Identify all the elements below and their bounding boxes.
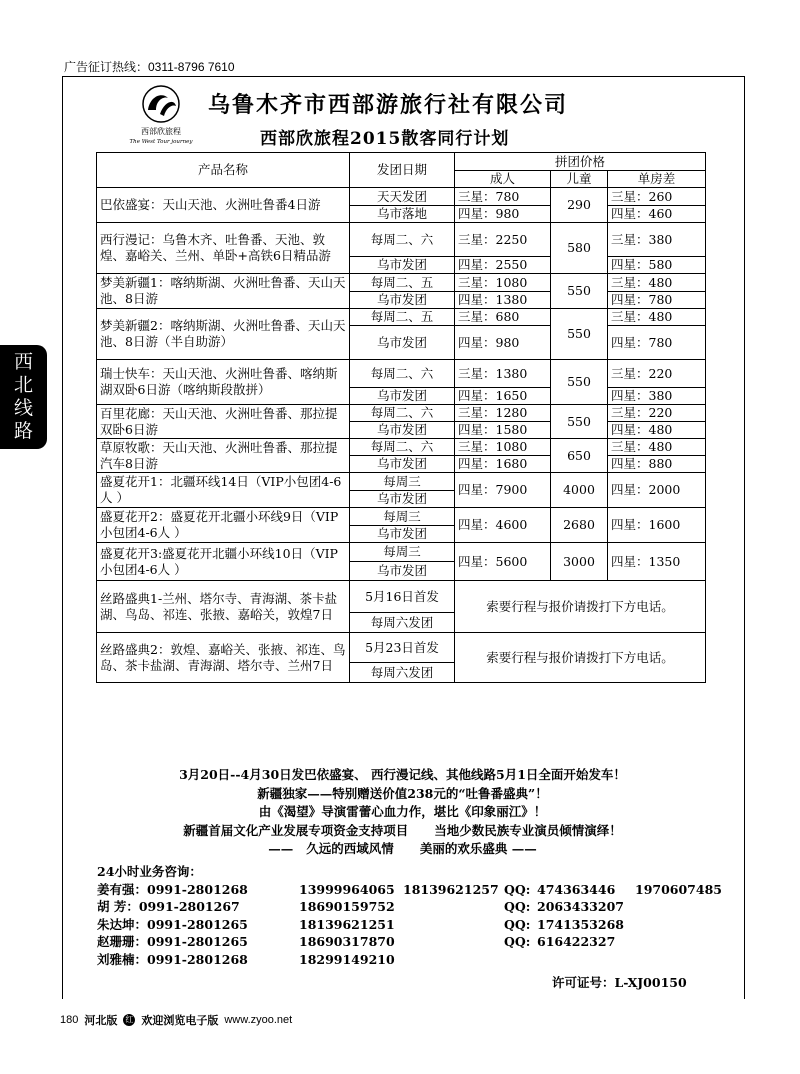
child-price: 290 xyxy=(551,188,608,223)
note-line: 3月20日--4月30日发巴依盛宴、 西行漫记线、其他线路5月1日全面开始发车！ xyxy=(179,767,626,782)
single-supplement: 三星：220 xyxy=(608,405,706,422)
single-supplement: 三星：480 xyxy=(608,309,706,326)
depart-date: 乌市发团 xyxy=(350,257,455,274)
contact-block xyxy=(97,863,722,968)
contact-mobile xyxy=(403,951,504,969)
table-row xyxy=(97,473,706,491)
contact-mobile: 18299149210 xyxy=(299,951,395,967)
qq-label xyxy=(504,951,537,969)
table-row xyxy=(97,581,706,613)
product-name: 盛夏花开2：盛夏花开北疆小环线9日（VIP 小包团4-6人 ） xyxy=(97,508,350,543)
table-row xyxy=(97,223,706,257)
side-tab-char: 西 xyxy=(13,351,33,373)
child-price: 650 xyxy=(551,439,608,473)
contact-row xyxy=(97,898,722,916)
side-tab-northwest-routes xyxy=(0,345,47,449)
footer-url[interactable]: www.zyoo.net xyxy=(224,1014,293,1026)
child-price: 550 xyxy=(551,360,608,405)
adult-price: 三星：780 xyxy=(455,188,551,206)
single-supplement: 四星：780 xyxy=(608,292,706,309)
adult-price: 四星：1650 xyxy=(455,388,551,405)
adult-price: 三星：1080 xyxy=(455,439,551,456)
depart-date: 5月23日首发 xyxy=(350,633,455,663)
side-tab-char: 线 xyxy=(13,397,33,419)
header-child: 儿童 xyxy=(551,171,608,188)
page-number: 180 xyxy=(60,1014,79,1026)
ad-hotline: 广告征订热线：0311-8796 7610 xyxy=(64,60,235,74)
depart-date: 每周三 xyxy=(350,473,455,491)
product-name: 盛夏花开1：北疆环线14日（VIP小包团4-6人 ） xyxy=(97,473,350,508)
contact-qq: 616422327 xyxy=(537,934,616,949)
logo-text-en: The West Tour journey xyxy=(129,139,193,145)
header-date: 发团日期 xyxy=(350,153,455,188)
depart-date: 天天发团 xyxy=(350,188,455,206)
plan-title: 西部欣旅程2015散客同行计划 xyxy=(260,129,510,149)
product-name: 巴依盛宴：天山天池、火洲吐鲁番4日游 xyxy=(97,188,350,223)
edition-label: 河北版 xyxy=(84,1015,118,1027)
contact-row xyxy=(97,933,722,951)
depart-date: 每周二、六 xyxy=(350,223,455,257)
depart-date: 每周二、六 xyxy=(350,360,455,388)
table-row xyxy=(97,309,706,326)
child-price: 550 xyxy=(551,405,608,439)
adult-price: 四星：980 xyxy=(455,326,551,360)
footer-slogan: 欢迎浏览电子版 xyxy=(141,1015,219,1027)
depart-date: 乌市落地 xyxy=(350,206,455,223)
price-note: 索要行程与报价请拨打下方电话。 xyxy=(455,633,706,683)
note-line: —— 久远的西域风情 美丽的欢乐盛典 —— xyxy=(268,841,537,856)
depart-date: 每周二、六 xyxy=(350,405,455,422)
contact-mobile: 18690159752 xyxy=(299,899,395,914)
header-price: 拼团价格 xyxy=(455,153,706,171)
depart-date: 每周二、五 xyxy=(350,309,455,326)
contact-qq: 474363446 xyxy=(537,881,616,897)
child-price: 580 xyxy=(551,223,608,274)
depart-date: 乌市发团 xyxy=(350,326,455,360)
logo-emblem-icon xyxy=(120,84,202,146)
adult-price: 四星：1680 xyxy=(455,456,551,473)
contact-name-phone: 刘雅楠：0991-2801268 xyxy=(97,951,248,967)
adult-price: 四星：4600 xyxy=(455,508,551,543)
single-supplement: 四星：380 xyxy=(608,388,706,405)
product-name: 西行漫记：乌鲁木齐、吐鲁番、天池、敦煌、嘉峪关、兰州、单卧+高铁6日精品游 xyxy=(97,223,350,274)
qq-label: QQ: xyxy=(504,899,531,914)
qq-label: QQ: xyxy=(504,934,531,949)
table-row xyxy=(97,508,706,526)
product-name: 丝路盛典1-兰州、塔尔寺、青海湖、茶卡盐湖、鸟岛、祁连、张掖、嘉峪关，敦煌7日 xyxy=(97,581,350,633)
contact-title: 24小时业务咨询： xyxy=(97,864,202,879)
child-price: 550 xyxy=(551,274,608,309)
child-price: 4000 xyxy=(551,473,608,508)
company-logo xyxy=(120,84,202,146)
depart-date: 乌市发团 xyxy=(350,292,455,309)
depart-date: 乌市发团 xyxy=(350,456,455,473)
contact-mobile: 18139621251 xyxy=(299,916,395,932)
adult-price: 四星：1580 xyxy=(455,422,551,439)
contact-mobile: 18690317870 xyxy=(299,934,395,949)
depart-date: 乌市发团 xyxy=(350,526,455,543)
adult-price: 三星：1280 xyxy=(455,405,551,422)
table-row xyxy=(97,439,706,456)
note-line: 新疆首届文化产业发展专项资金支持项目 当地少数民族专业演员倾情演绎！ xyxy=(183,822,622,838)
single-supplement: 四星：460 xyxy=(608,206,706,223)
product-name: 丝路盛典2：敦煌、嘉峪关、张掖、祁连、鸟岛、茶卡盐湖、青海湖、塔尔寺、兰州7日 xyxy=(97,633,350,683)
single-supplement: 四星：1600 xyxy=(608,508,706,543)
license-number: 许可证号：L-XJ00150 xyxy=(552,975,687,990)
adult-price: 三星：1080 xyxy=(455,274,551,292)
contact-qq: 1970607485 xyxy=(635,881,722,897)
header-single: 单房差 xyxy=(608,171,706,188)
table-row xyxy=(97,543,706,562)
single-supplement: 四星：880 xyxy=(608,456,706,473)
contact-row xyxy=(97,881,722,899)
side-tab-char: 北 xyxy=(13,374,33,396)
header-product: 产品名称 xyxy=(97,153,350,188)
contact-mobile: 18139621257 xyxy=(403,881,499,897)
table-row xyxy=(97,405,706,422)
depart-date: 每周三 xyxy=(350,508,455,526)
adult-price: 四星：980 xyxy=(455,206,551,223)
contact-qq: 1741353268 xyxy=(537,916,624,932)
depart-date: 乌市发团 xyxy=(350,388,455,405)
contact-qq: 2063433207 xyxy=(537,899,624,914)
child-price: 2680 xyxy=(551,508,608,543)
single-supplement: 三星：220 xyxy=(608,360,706,388)
contact-qq xyxy=(537,951,635,969)
contact-mobile: 13999964065 xyxy=(299,881,395,897)
product-name: 盛夏花开3:盛夏花开北疆小环线10日（VIP小包团4-6人 ） xyxy=(97,543,350,581)
depart-date: 乌市发团 xyxy=(350,422,455,439)
contact-name-phone: 胡 芳：0991-2801267 xyxy=(97,899,240,914)
company-name: 乌鲁木齐市西部游旅行社有限公司 xyxy=(208,93,569,118)
contact-row xyxy=(97,951,722,969)
contact-row xyxy=(97,916,722,934)
table-row xyxy=(97,360,706,388)
depart-date: 每周六发团 xyxy=(350,613,455,633)
qq-label: QQ: xyxy=(504,881,531,897)
single-supplement: 四星：480 xyxy=(608,422,706,439)
header-adult: 成人 xyxy=(455,171,551,188)
single-supplement: 三星：480 xyxy=(608,274,706,292)
depart-date: 5月16日首发 xyxy=(350,581,455,613)
adult-price: 四星：5600 xyxy=(455,543,551,581)
product-name: 百里花廊：天山天池、火洲吐鲁番、那拉提双卧6日游 xyxy=(97,405,350,439)
note-line: 新疆独家——特别赠送价值238元的“吐鲁番盛典”！ xyxy=(257,785,548,801)
depart-date: 每周三 xyxy=(350,543,455,562)
single-supplement: 四星：780 xyxy=(608,326,706,360)
qq-label: QQ: xyxy=(504,916,531,932)
schedule-table xyxy=(96,152,706,683)
red-badge-icon: 红 xyxy=(125,1015,134,1024)
product-name: 梦美新疆2：喀纳斯湖、火洲吐鲁番、天山天池、8日游（半自助游） xyxy=(97,309,350,360)
contact-mobile xyxy=(403,898,504,916)
contact-mobile xyxy=(403,916,504,934)
product-name: 瑞士快车：天山天池、火洲吐鲁番、喀纳斯湖双卧6日游（喀纳斯段散拼） xyxy=(97,360,350,405)
product-name: 梦美新疆1：喀纳斯湖、火洲吐鲁番、天山天池、8日游 xyxy=(97,274,350,309)
adult-price: 四星：7900 xyxy=(455,473,551,508)
table-row xyxy=(97,188,706,206)
adult-price: 三星：2250 xyxy=(455,223,551,257)
single-supplement: 四星：580 xyxy=(608,257,706,274)
contact-name-phone: 朱达坤：0991-2801265 xyxy=(97,916,248,932)
depart-date: 每周二、六 xyxy=(350,439,455,456)
contact-mobile xyxy=(403,933,504,951)
product-name: 草原牧歌：天山天池、火洲吐鲁番、那拉提汽车8日游 xyxy=(97,439,350,473)
logo-text-cn: 西部欣旅程 xyxy=(141,127,181,136)
adult-price: 四星：1380 xyxy=(455,292,551,309)
depart-date: 每周二、五 xyxy=(350,274,455,292)
single-supplement: 四星：1350 xyxy=(608,543,706,581)
table-row xyxy=(97,633,706,663)
single-supplement: 四星：2000 xyxy=(608,473,706,508)
depart-date: 乌市发团 xyxy=(350,562,455,581)
single-supplement: 三星：380 xyxy=(608,223,706,257)
side-tab-char: 路 xyxy=(13,420,33,442)
adult-price: 四星：2550 xyxy=(455,257,551,274)
single-supplement: 三星：260 xyxy=(608,188,706,206)
contact-name-phone: 赵珊珊：0991-2801265 xyxy=(97,934,248,949)
child-price: 3000 xyxy=(551,543,608,581)
table-row xyxy=(97,274,706,292)
child-price: 550 xyxy=(551,309,608,360)
price-note: 索要行程与报价请拨打下方电话。 xyxy=(455,581,706,633)
contact-name-phone: 姜有强：0991-2801268 xyxy=(97,881,248,897)
notes-block xyxy=(62,766,743,859)
adult-price: 三星：680 xyxy=(455,309,551,326)
depart-date: 每周六发团 xyxy=(350,663,455,683)
depart-date: 乌市发团 xyxy=(350,491,455,508)
page-footer xyxy=(60,1012,292,1028)
note-line: 由《渴望》导演雷蕾心血力作，堪比《印象丽江》！ xyxy=(258,804,547,819)
single-supplement: 三星：480 xyxy=(608,439,706,456)
adult-price: 三星：1380 xyxy=(455,360,551,388)
